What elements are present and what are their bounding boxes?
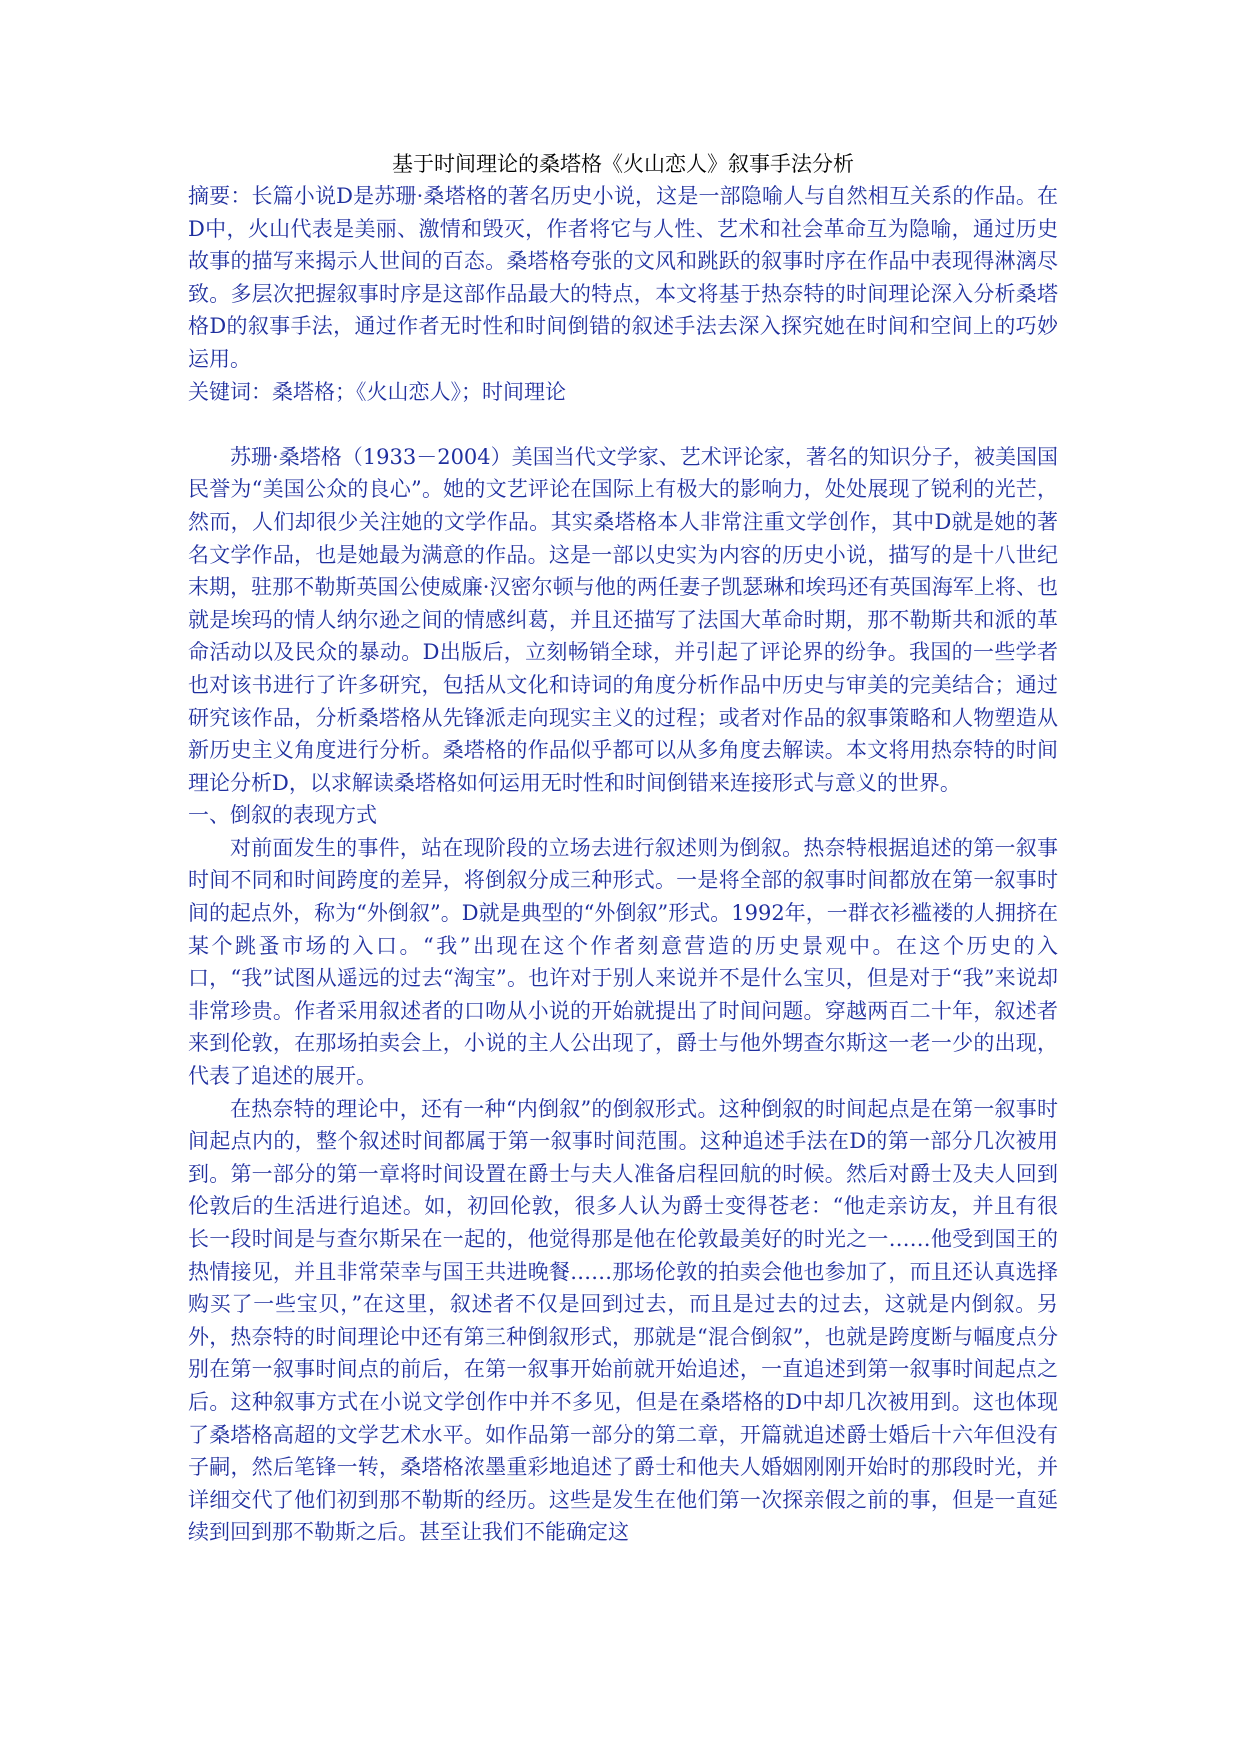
- keywords: [188, 376, 1058, 409]
- keywords-text: 桑塔格；《火山恋人》；时间理论: [272, 379, 566, 404]
- body-paragraph: 对前面发生的事件，站在现阶段的立场去进行叙述则为倒叙。热奈特根据追述的第一叙事时间不同和时间跨度的差异，将倒叙分成三种形式。一是将全部的叙事时间都放在第一叙事时间的起点外，称为“外倒叙”。D就是典型的“外倒叙”形式。1992年，一群衣衫褴褛的人拥挤在某个跳蚤市场的入口。“我”出现在这个作者刻意营造的历史景观中。在这个历史的入口，“我”试图从遥远的过去“淘宝”。也许对于别人来说并不是什么宝贝，但是对于“我”来说却非常珍贵。作者采用叙述者的口吻从小说的开始就提出了时间问题。穿越两百二十年，叙述者来到伦敦，在那场拍卖会上，小说的主人公出现了，爵士与他外甥查尔斯这一老一少的出现，代表了追述的展开。: [188, 835, 1058, 1089]
- abstract-text: 长篇小说D是苏珊·桑塔格的著名历史小说，这是一部隐喻人与自然相互关系的作品。在D中，火山代表是美丽、激情和毁灭，作者将它与人性、艺术和社会革命互为隐喻，通过历史故事的描写来揭示人世间的百态。桑塔格夸张的文风和跳跃的叙事时序在作品中表现得淋漓尽致。多层次把握叙事时序是这部作品最大的特点，本文将基于热奈特的时间理论深入分析桑塔格D的叙事手法，通过作者无时性和时间倒错的叙述手法去深入探究她在时间和空间上的巧妙运用。: [188, 184, 1059, 371]
- paper-title: 基于时间理论的桑塔格《火山恋人》叙事手法分析: [392, 152, 854, 176]
- section-heading: 一、倒叙的表现方式: [188, 803, 377, 828]
- keywords-label: 关键词：: [188, 379, 272, 404]
- abstract-label: 摘要：: [188, 184, 252, 208]
- abstract: [188, 180, 1058, 376]
- body-paragraph: 在热奈特的理论中，还有一种“内倒叙”的倒叙形式。这种倒叙的时间起点是在第一叙事时间起点内的，整个叙述时间都属于第一叙事时间范围。这种追述手法在D的第一部分几次被用到。第一部分的第一章将时间设置在爵士与夫人准备启程回航的时候。然后对爵士及夫人回到伦敦后的生活进行追述。如，初回伦敦，很多人认为爵士变得苍老：“他走亲访友，并且有很长一段时间是与查尔斯呆在一起的，他觉得那是他在伦敦最美好的时光之一……他受到国王的热情接见，并且非常荣幸与国王共进晚餐……那场伦敦的拍卖会他也参加了，而且还认真选择购买了一些宝贝，”在这里，叙述者不仅是回到过去，而且是过去的过去，这就是内倒叙。另外，热奈特的时间理论中还有第三种倒叙形式，那就是“混合倒叙”，也就是跨度断与幅度点分别在第一叙事时间点的前后，在第一叙事开始前就开始追述，一直追述到第一叙事时间起点之后。这种叙事方式在小说文学创作中并不多见，但是在桑塔格的D中却几次被用到。这也体现了桑塔格高超的文学艺术水平。如作品第一部分的第二章，开篇就追述爵士婚后十六年但没有子嗣，然后笔锋一转，桑塔格浓墨重彩地追述了爵士和他夫人婚姻刚刚开始时的那段时光，并详细交代了他们初到那不勒斯的经历。这些是发生在他们第一次探亲假之前的事，但是一直延续到回到那不勒斯之后。甚至让我们不能确定这: [188, 1096, 1058, 1545]
- document-page: [188, 148, 1058, 1549]
- intro-paragraph: 苏珊·桑塔格（1933－2004）美国当代文学家、艺术评论家，著名的知识分子，被美国国民誉为“美国公众的良心”。她的文艺评论在国际上有极大的影响力，处处展现了锐利的光芒，然而，人们却很少关注她的文学作品。其实桑塔格本人非常注重文学创作，其中D就是她的著名文学作品，也是她最为满意的作品。这是一部以史实为内容的历史小说，描写的是十八世纪末期，驻那不勒斯英国公使威廉·汉密尔顿与他的两任妻子凯瑟琳和埃玛还有英国海军上将、也就是埃玛的情人纳尔逊之间的情感纠葛，并且还描写了法国大革命时期，那不勒斯共和派的革命活动以及民众的暴动。D出版后，立刻畅销全球，并引起了评论界的纷争。我国的一些学者也对该书进行了许多研究，包括从文化和诗词的角度分析作品中历史与审美的完美结合；通过研究该作品，分析桑塔格从先锋派走向现实主义的过程；或者对作品的叙事策略和人物塑造从新历史主义角度进行分析。桑塔格的作品似乎都可以从多角度去解读。本文将用热奈特的时间理论分析D，以求解读桑塔格如何运用无时性和时间倒错来连接形式与意义的世界。: [188, 444, 1058, 795]
- blank-line: [188, 408, 1058, 441]
